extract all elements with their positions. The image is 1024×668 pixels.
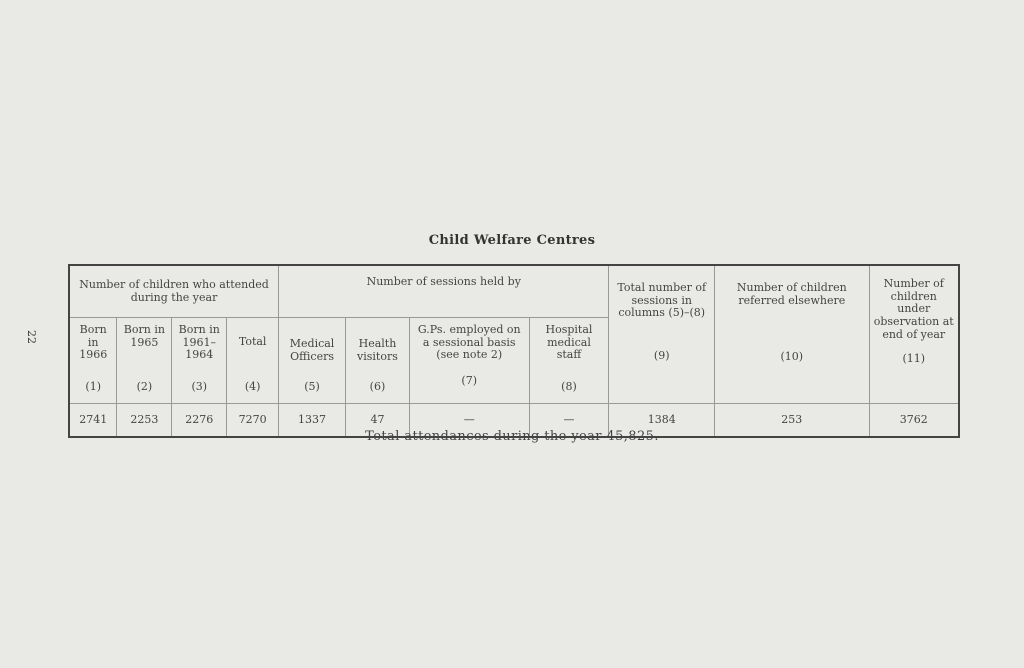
header-col-5-label: Medical Officers — [289, 337, 335, 363]
cell-col-1: 2741 — [69, 404, 117, 438]
header-col-5 — [279, 318, 346, 404]
cell-col-4: 7270 — [227, 404, 279, 438]
child-welfare-table — [68, 264, 960, 438]
cell-col-7: — — [409, 404, 529, 438]
cell-col-6: 47 — [346, 404, 410, 438]
header-col-7 — [409, 318, 529, 404]
header-col-11 — [869, 265, 959, 404]
header-col-9-label: Total number of sessions in columns (5)–(8) — [617, 281, 707, 320]
header-col-3-num: (3) — [191, 380, 208, 394]
header-col-4-num: (4) — [244, 380, 261, 394]
header-col-8-label: Hospital medical staff — [545, 323, 593, 362]
header-col-6 — [346, 318, 410, 404]
cell-col-2: 2253 — [117, 404, 172, 438]
header-col-10-num: (10) — [780, 350, 804, 364]
header-col-10-label: Number of children referred elsewhere — [736, 281, 847, 307]
header-col-2 — [117, 318, 172, 404]
header-col-1-label: Born in 1966 — [79, 323, 108, 362]
header-col-3 — [172, 318, 227, 404]
header-sessions-held-by: Number of sessions held by — [279, 265, 609, 318]
header-col-9 — [609, 265, 715, 404]
page-number: 22 — [25, 330, 38, 344]
header-col-11-num: (11) — [902, 352, 926, 366]
header-col-9-num: (9) — [653, 348, 670, 362]
header-col-4 — [227, 318, 279, 404]
header-col-3-label: Born in 1961– 1964 — [178, 323, 220, 362]
header-col-8 — [529, 318, 609, 404]
header-col-2-label: Born in 1965 — [123, 323, 165, 349]
header-col-11-label: Number of children under observation at end of year — [873, 277, 954, 341]
cell-col-3: 2276 — [172, 404, 227, 438]
cell-col-5: 1337 — [279, 404, 346, 438]
header-children-attended: Number of children who attended during the year — [69, 265, 279, 318]
header-col-6-num: (6) — [369, 380, 386, 394]
header-col-7-num: (7) — [461, 374, 478, 388]
cell-col-9: 1384 — [609, 404, 715, 438]
header-col-6-label: Health visitors — [357, 337, 398, 363]
table-container — [68, 264, 960, 438]
header-col-1-num: (1) — [85, 380, 101, 394]
table-title: Child Welfare Centres — [428, 233, 596, 248]
header-col-8-num: (8) — [561, 380, 577, 394]
cell-col-10: 253 — [715, 404, 869, 438]
cell-col-8: — — [529, 404, 609, 438]
header-col-10 — [715, 265, 869, 404]
header-col-1 — [69, 318, 117, 404]
header-col-2-num: (2) — [136, 380, 153, 394]
header-col-5-num: (5) — [304, 380, 320, 394]
header-col-7-label: G.Ps. employed on a sessional basis (see note 2) — [417, 323, 521, 362]
header-col-4-label: Total — [238, 335, 267, 348]
cell-col-11: 3762 — [869, 404, 959, 438]
total-attendances-note: Total attendances during the year 45,825. — [365, 429, 659, 444]
